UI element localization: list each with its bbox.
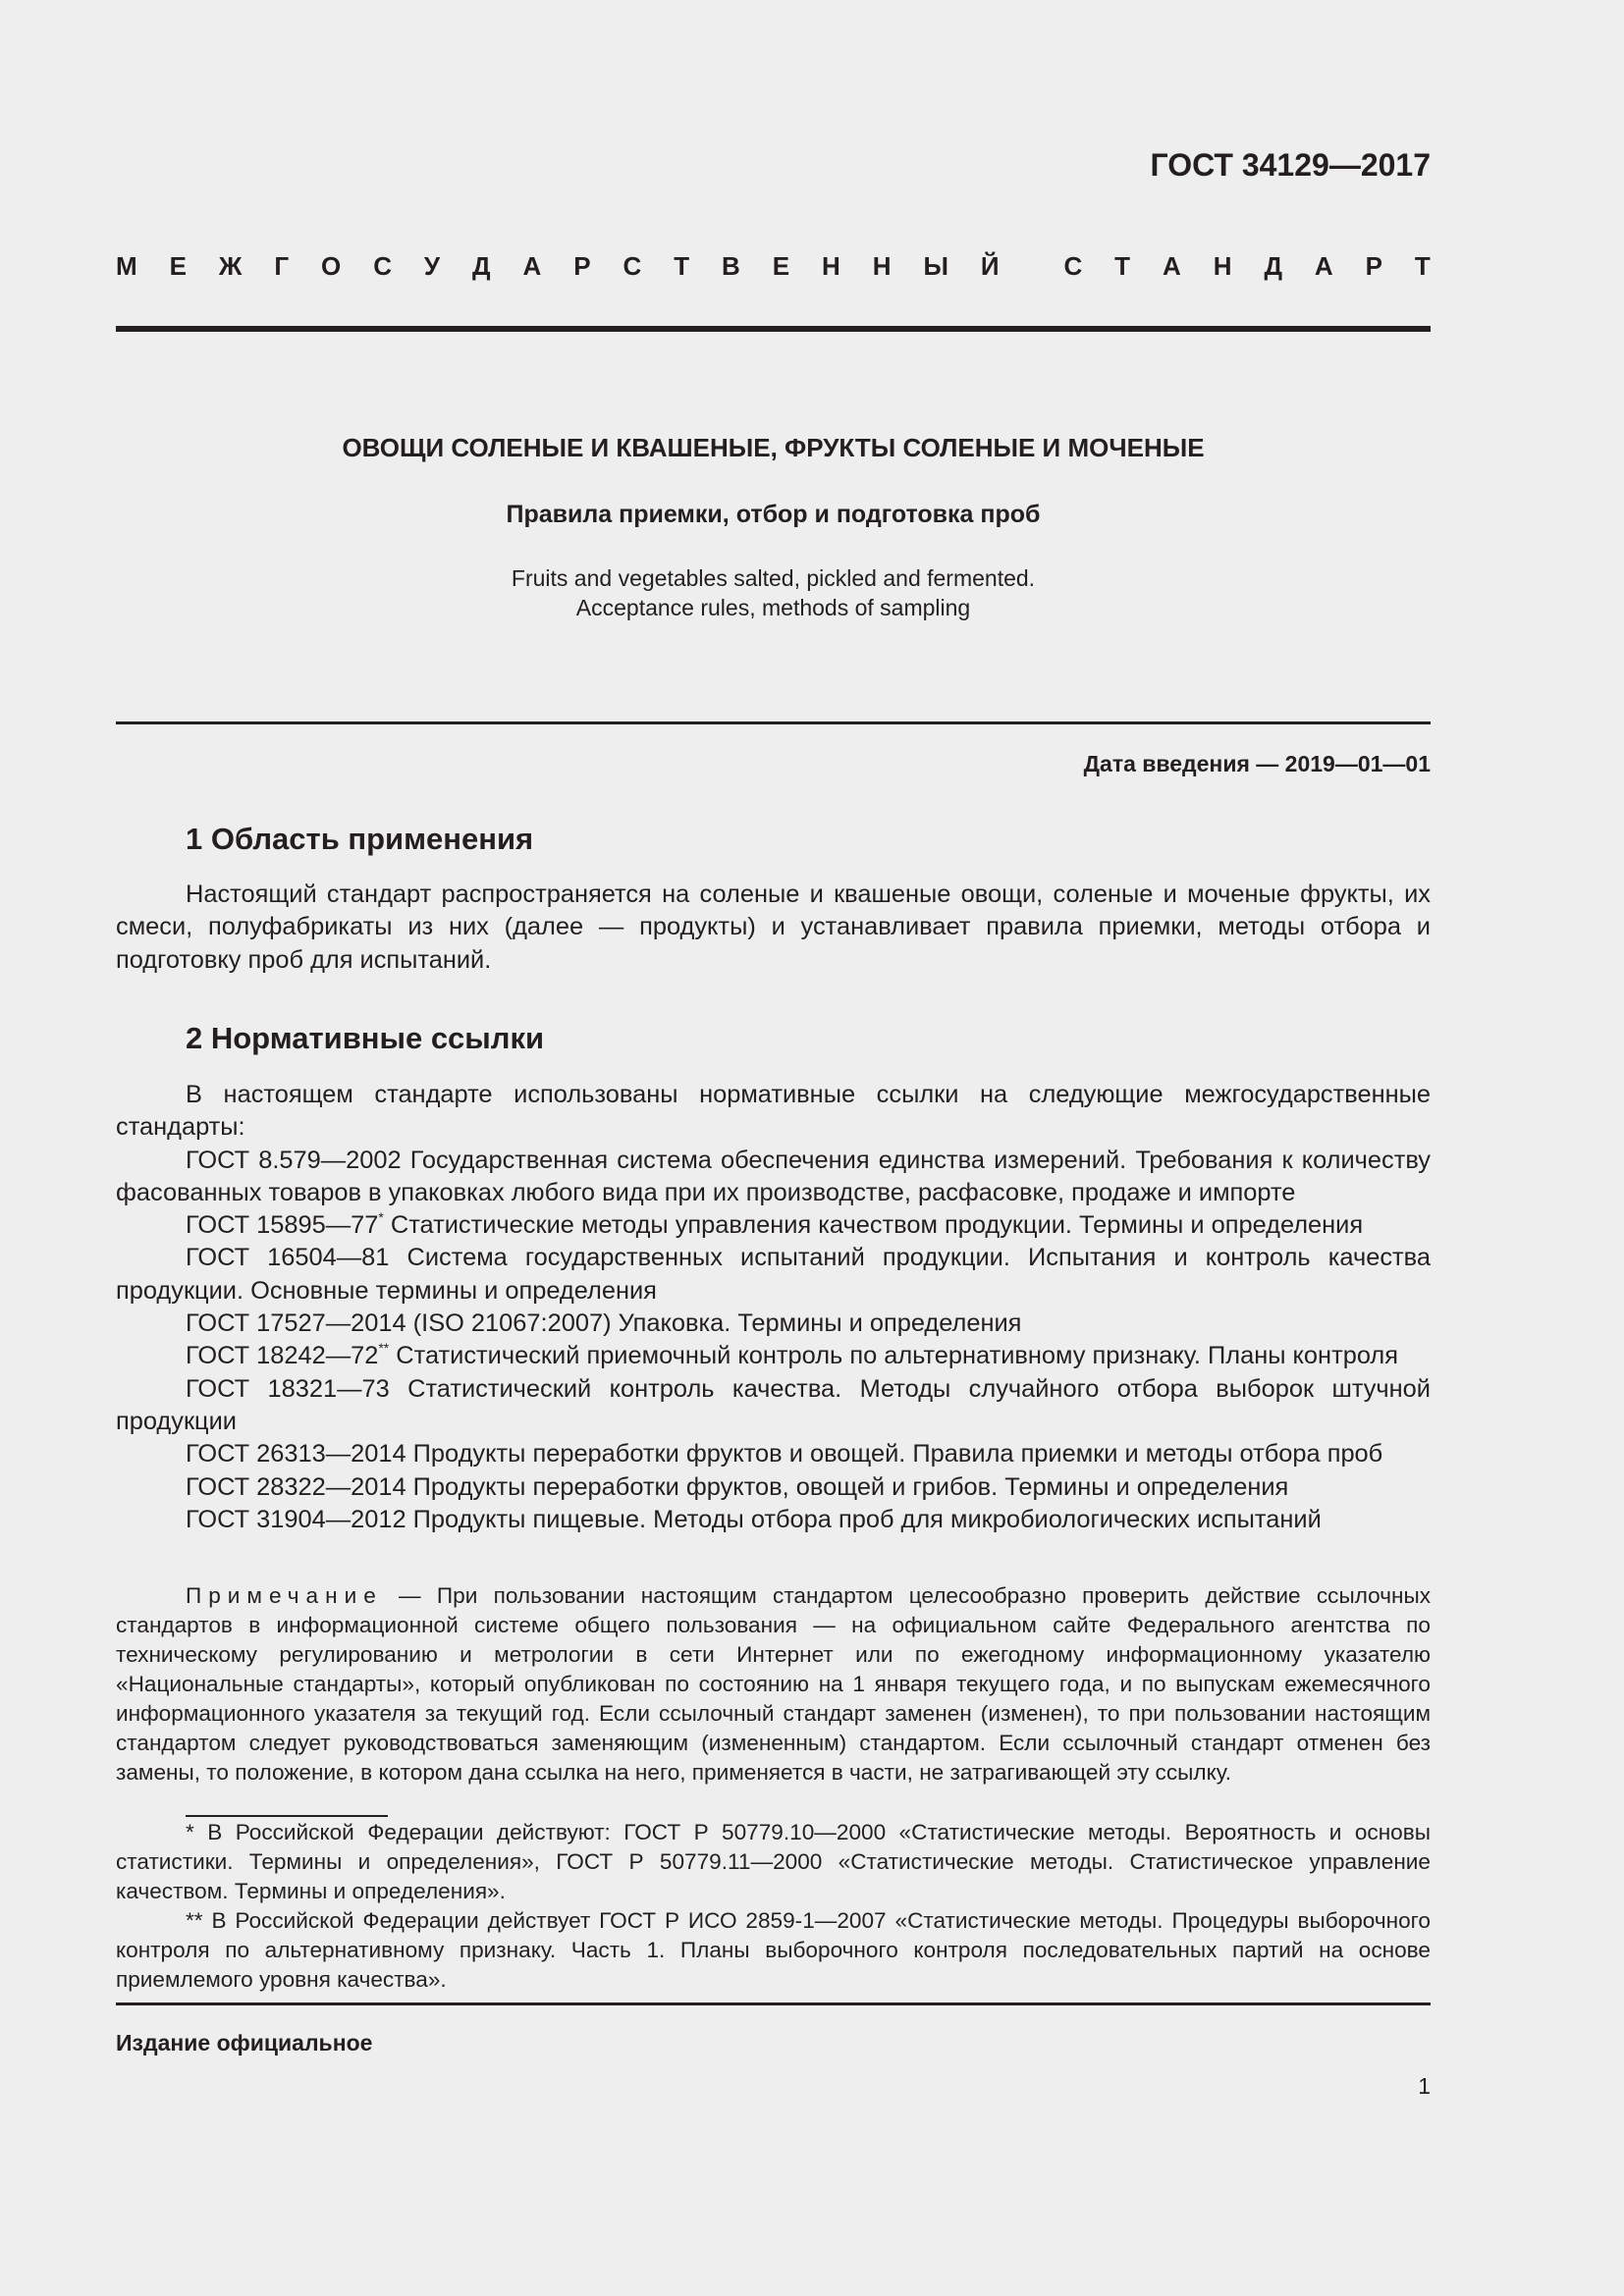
banner-letter: Р — [573, 251, 591, 281]
reference-code: ГОСТ 18242—72 — [186, 1342, 379, 1370]
banner-letter: Р — [1365, 251, 1382, 281]
banner-letter: Н — [822, 251, 840, 281]
footer-divider — [116, 2002, 1431, 2005]
reference-title: Статистические методы управления качеством продукции. Термины и определения — [383, 1211, 1364, 1240]
paragraph: Настоящий стандарт распространяется на соленые и квашеные овощи, соленые и моченые фрукты, их смеси, полуфабрикаты из них (далее — продукты) и устанавливает правила приемки, методы отбора и подготовку проб для испытаний. — [116, 881, 1431, 974]
paragraph: В настоящем стандарте использованы нормативные ссылки на следующие межгосударственные стандарты: — [116, 1081, 1431, 1142]
reference-title: Статистический контроль качества. Методы случайного отбора выборок штучной продукции — [116, 1374, 1431, 1435]
banner-letter: С — [1063, 251, 1083, 281]
reference-title: Продукты пищевые. Методы отбора проб для микробиологических испытаний — [406, 1505, 1322, 1533]
section-2-heading: 2 Нормативные ссылки — [186, 1021, 545, 1055]
reference-item — [116, 1209, 1431, 1242]
note-block — [116, 1581, 1431, 1788]
reference-title: Продукты переработки фруктов, овощей и грибов. Термины и определения — [406, 1472, 1289, 1501]
official-edition: Издание официальное — [116, 2030, 373, 2056]
reference-title: (ISO 21067:2007) Упаковка. Термины и определения — [406, 1309, 1022, 1338]
document-subtitle: Правила приемки, отбор и подготовка проб — [506, 501, 1041, 528]
banner-letter: А — [1163, 251, 1181, 281]
footnote-mark: ** — [186, 1908, 203, 1933]
footnote-mark: * — [186, 1820, 194, 1844]
note-text: — При пользовании настоящим стандартом целесообразно проверить действие ссылочных стандартов в информационной системе общего пользования — на официальном сайте Федерального агентства по техническому регулированию и метрологии в сети Интернет или по ежегодному информационному указателю «Национальные стандарты», который опубликован по состоянию на 1 января текущего года, и по выпускам ежемесячного информационного указателя за текущий год. Если ссылочный стандарт заменен (изменен), то при пользовании настоящим стандартом следует руководствоваться заменяющим (измененным) стандартом. Если ссылочный стандарт отменен без замены, то положение, в котором дана ссылка на него, применяется в части, не затрагивающей эту ссылку. — [116, 1583, 1431, 1785]
standard-number: ГОСТ 34129—2017 — [1150, 147, 1431, 183]
english-title-line: Acceptance rules, methods of sampling — [575, 595, 971, 620]
banner-letter: А — [522, 251, 542, 281]
effective-date: Дата введения — 2019—01—01 — [1083, 751, 1431, 776]
reference-item — [116, 1471, 1431, 1504]
references-list — [116, 1145, 1431, 1537]
banner-letter: Н — [872, 251, 892, 281]
banner-letter: С — [623, 251, 642, 281]
reference-title: Статистический приемочный контроль по альтернативному признаку. Планы контроля — [389, 1342, 1398, 1370]
reference-item — [116, 1145, 1431, 1210]
footnote-marker: ** — [378, 1340, 390, 1357]
footnote-divider — [186, 1815, 388, 1817]
reference-code: ГОСТ 16504—81 — [186, 1244, 390, 1272]
interstate-standard-banner — [116, 251, 1431, 282]
section-2-body — [116, 1079, 1431, 1536]
banner-letter: Й — [980, 251, 1000, 281]
banner-letter: А — [1314, 251, 1333, 281]
note-paragraph — [116, 1581, 1431, 1788]
english-title — [116, 563, 1431, 622]
reference-item — [116, 1308, 1431, 1340]
page-number: 1 — [1418, 2073, 1431, 2099]
banner-letter: Е — [169, 251, 187, 281]
reference-code: ГОСТ 31904—2012 — [186, 1505, 406, 1533]
reference-code: ГОСТ 15895—77 — [186, 1211, 379, 1240]
banner-letter: У — [423, 251, 441, 281]
reference-item — [116, 1504, 1431, 1536]
banner-letter: Т — [1114, 251, 1131, 281]
section-1-body — [116, 879, 1431, 977]
section-1-heading: 1 Область применения — [186, 822, 534, 856]
banner-letter: В — [722, 251, 740, 281]
reference-item — [116, 1340, 1431, 1372]
banner-letter: Ы — [923, 251, 948, 281]
banner-letter: Д — [1264, 251, 1282, 281]
document-title: ОВОЩИ СОЛЕНЫЕ И КВАШЕНЫЕ, ФРУКТЫ СОЛЕНЫЕ И МОЧЕНЫЕ — [342, 433, 1205, 462]
banner-letter: О — [321, 251, 342, 281]
title-divider — [116, 721, 1431, 724]
banner-letter: Г — [274, 251, 290, 281]
reference-title: Система государственных испытаний продукции. Испытания и контроль качества продукции. Основные термины и определения — [116, 1244, 1431, 1305]
reference-title: Государственная система обеспечения единства измерений. Требования к количеству фасованных товаров в упаковках любого вида при их производстве, расфасовке, продаже и импорте — [116, 1146, 1431, 1206]
banner-letter: Т — [674, 251, 690, 281]
reference-code: ГОСТ 17527—2014 — [186, 1309, 406, 1338]
reference-title: Продукты переработки фруктов и овощей. Правила приемки и методы отбора проб — [406, 1440, 1383, 1468]
footnote-text: В Российской Федерации действует ГОСТ Р ИСО 2859-1—2007 «Статистические методы. Процедуры выборочного контроля по альтернативному признаку. Часть 1. Планы выборочного контроля последовательных партий на основе приемлемого уровня качества». — [116, 1908, 1431, 1992]
banner-letter: Ж — [218, 251, 243, 281]
banner-letter: С — [373, 251, 392, 281]
header-divider — [116, 326, 1431, 332]
english-title-line: Fruits and vegetables salted, pickled and fermented. — [511, 565, 1036, 591]
banner-letter: Е — [772, 251, 790, 281]
banner-letter: Н — [1213, 251, 1232, 281]
reference-code: ГОСТ 28322—2014 — [186, 1472, 406, 1501]
reference-item — [116, 1373, 1431, 1439]
footnote — [116, 1818, 1431, 1906]
banner-letter: Т — [1414, 251, 1431, 281]
banner-letter: М — [116, 251, 137, 281]
reference-item — [116, 1438, 1431, 1470]
reference-item — [116, 1242, 1431, 1308]
footnote-marker: * — [378, 1209, 384, 1226]
reference-code: ГОСТ 26313—2014 — [186, 1440, 406, 1468]
footnote — [116, 1906, 1431, 1995]
note-label: Примечание — [186, 1583, 383, 1608]
banner-letter: Д — [472, 251, 491, 281]
reference-code: ГОСТ 8.579—2002 — [186, 1146, 402, 1174]
reference-code: ГОСТ 18321—73 — [186, 1374, 390, 1403]
footnote-text: В Российской Федерации действуют: ГОСТ Р 50779.10—2000 «Статистические методы. Вероятность и основы статистики. Термины и определения», ГОСТ Р 50779.11—2000 «Статистические методы. Статистическое управление качеством. Термины и определения». — [116, 1820, 1431, 1903]
footnotes — [116, 1818, 1431, 1995]
